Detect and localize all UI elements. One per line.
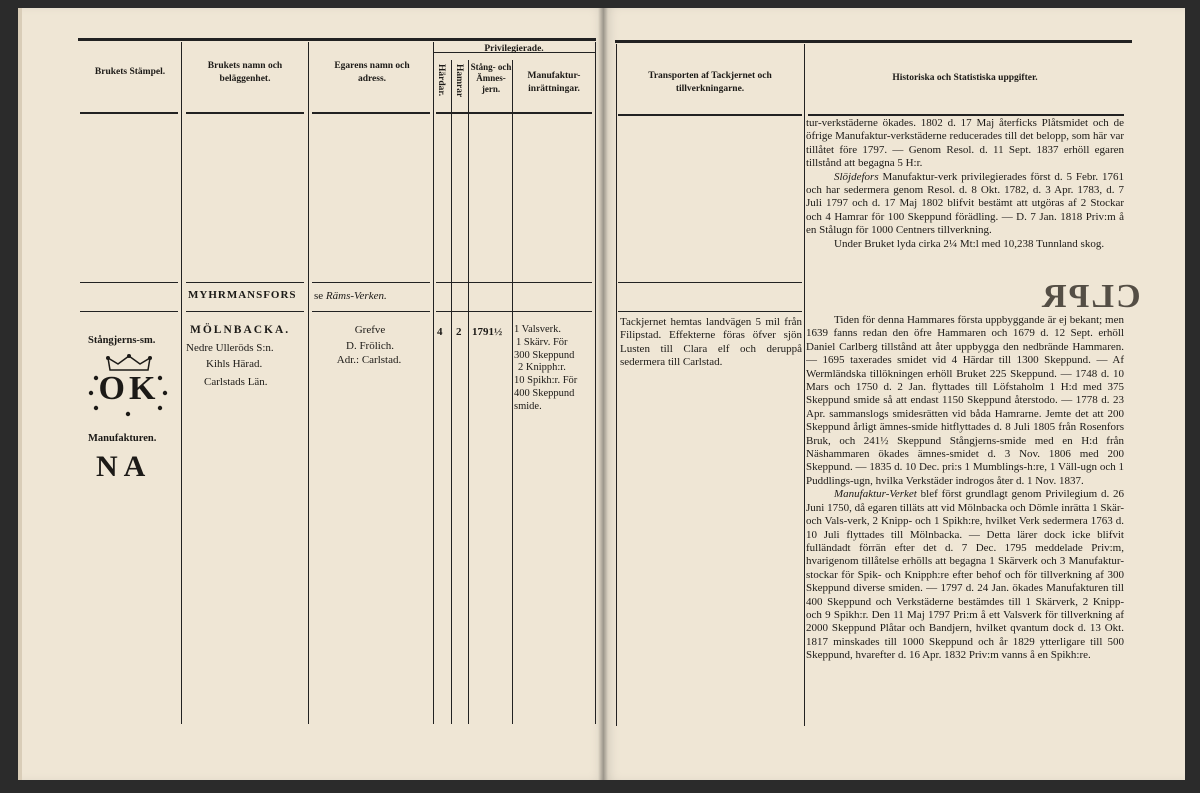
bruk-lan: Carlstads Län. bbox=[204, 376, 268, 388]
manufaktur-list bbox=[514, 324, 596, 414]
header-stangjern: Stång- och Ämnes- jern. bbox=[470, 62, 512, 94]
header-historiska: Historiska och Statistiska uppgifter. bbox=[892, 73, 1038, 83]
paragraph bbox=[806, 238, 1124, 251]
col-rule bbox=[433, 42, 434, 724]
paragraph-text: blef först grundlagt genom Privilegium d. 26 Juni 1750, då egaren tilläts att vid Mölnbacka och Dömle inrätta 1 Skär- och Vals-verk, 2 Knipp- och 1 Spikh:re, hvilket Verk sedermera 1763 d. 10 Juli flyttades till Mölnbacka. — Detta lärer dock icke blifvit fulländadt förrän efter det d. 7 Dec. 1795 meddelade Priv:m, hvarigenom tillåtelse erhölls att begagna 1 Skärverk och 3 Manufaktur-stockar för Spik- och Knipph:re efter behof och för tillverkning af 300 Skeppund diverse smiden. — 1797 d. 24 Jan. ökades Manufakturen till 400 Skeppund och Verkstäderne bestämdes till 1 Skärverk, 2 Knipp- och 9 Spikh:r. Den 11 Maj 1797 Pri:m å ett Valsverk för tillverkning af 2000 Skeppund Plåtar och Bandjern, hvilket qvantum dock d. 13 Okt. 1817 minskades till 1000 Skeppund och år 1829 ytterligare till 500 Skeppund, hvarefter d. 16 Apr. 1832 Priv:m vanns å en Spikh:re. bbox=[806, 488, 1124, 662]
row-rule bbox=[80, 282, 178, 283]
row-rule bbox=[618, 282, 802, 283]
row-rule bbox=[186, 282, 304, 283]
col-rule bbox=[804, 44, 805, 726]
paragraph bbox=[806, 171, 1124, 238]
row-rule bbox=[312, 311, 430, 312]
row-rule bbox=[186, 311, 304, 312]
section-ref-prefix: se bbox=[314, 290, 324, 302]
header-transport: Transporten af Tackjernet och tillverkningarne. bbox=[648, 71, 772, 94]
paragraph bbox=[806, 314, 1124, 488]
header-underline bbox=[808, 114, 1124, 116]
book-spine bbox=[598, 8, 608, 780]
hardar-value: 4 bbox=[437, 326, 443, 338]
col-rule bbox=[451, 60, 452, 724]
paragraph-text: tur-verkstäderne ökades. 1802 d. 17 Maj återficks Plåtsmidet och de öfrige Manufaktur-verkstäderne reducerades till det belopp, som här var tillåtet före 1797. — Genom Resol. d. 11 Sept. 1837 erhöll egaren tillstånd att begagna 5 H:r. bbox=[806, 117, 1124, 170]
header-underline bbox=[312, 112, 430, 114]
paragraph-lead: Slöjdefors bbox=[834, 170, 879, 183]
paragraph bbox=[806, 117, 1124, 171]
header-egare: Egarens namn och adress. bbox=[334, 61, 410, 84]
header-stampel: Brukets Stämpel. bbox=[94, 67, 166, 77]
list-item: 400 Skeppund bbox=[514, 387, 575, 399]
paragraph-lead: Manufaktur-Verket bbox=[834, 488, 917, 501]
stamp-mark: OK bbox=[98, 370, 160, 407]
row-rule bbox=[436, 282, 592, 283]
bruk-harad: Kihls Härad. bbox=[206, 358, 263, 370]
header-hamrar: Hamrar bbox=[454, 64, 464, 98]
paragraph-text: Tiden för denna Hammares första uppbyggande är ej bekant; men 1639 fanns redan den öfre Hammaren och 1679 d. 12 Sept. erhöll Daniel Carlberg tillstånd att åter uppbygga den nedbrände Hammaren. — 1695 taxerades smidet vid 4 Härdar till 1300 Skeppund. — Af Wermländska tillökningen erhöll Bruket 225 Skeppund. — 1748 d. 10 Mars och 1750 d. 2 Jan. flyttades till Löfstaholm 1 H:d med 375 Skeppund smide så att endast 1150 Skeppund återstodo. — 1778 d. 23 Apr. sammanslogs smidesrätten vid båda Hamrarne. Jemte det att 200 Skeppund årligt ämnes-smide hitflyttades d. 8 Juli 1805 från Rosenfors Bruk, och 241½ Skeppund Stångjerns-smide med en H:d från Näshammaren ökades ämnes-smidet d. 3 Nov. 1806 med 200 Skeppund. — 1835 d. 10 Dec. pri:s 1 Mumblings-h:re, 1 Väll-ugn och 1 Puddlings-ugn, hvilka Verkstäder indrogos åter d. 1 Nov. 1837. bbox=[806, 314, 1124, 487]
stangjern-value: 1791½ bbox=[472, 326, 503, 338]
owner-title: Grefve bbox=[354, 324, 386, 336]
col-rule bbox=[468, 60, 469, 724]
header-underline bbox=[80, 112, 178, 114]
top-rule-right bbox=[615, 40, 1132, 43]
ink-stamp-fragment: CLPR bbox=[1040, 278, 1141, 315]
bruk-location: Nedre Ulleröds S:n. bbox=[186, 342, 274, 354]
col-rule bbox=[616, 44, 617, 726]
paragraph-text: Under Bruket lyda cirka 2¼ Mt:l med 10,238 Tunnland skog. bbox=[834, 237, 1105, 250]
section-ref-target: Räms-Verken. bbox=[325, 290, 387, 302]
header-bruk-namn: Brukets namn och beläggenhet. bbox=[207, 61, 283, 84]
list-item: 1 Valsverk. bbox=[514, 324, 562, 335]
list-item: 300 Skeppund bbox=[514, 349, 575, 361]
list-item: 1 Skärv. För bbox=[516, 336, 568, 348]
bruk-name: MÖLNBACKA. bbox=[190, 324, 291, 336]
section-ref bbox=[314, 290, 387, 303]
col-rule bbox=[181, 42, 182, 724]
historical-top-section bbox=[806, 117, 1124, 251]
header-underline bbox=[186, 112, 304, 114]
paragraph-text: Manufaktur-verk privilegierades först d. 5 Febr. 1761 och har sedermera genom Resol. d. 8 Okt. 1782, d. 3 Apr. 1783, d. 7 Juli 1797 och d. 17 Maj 1802 blifvit bestämt att utgöras af 2 Stockar och 4 Hamrar för 100 Skeppund förädling. — D. 7 Jan. 1818 Priv:m å en Stålugn för 1000 Centners tillverkning. bbox=[806, 170, 1124, 237]
transport-text: Tackjernet hemtas landvägen 5 mil från Filipstad. Effekterne föras öfver sjön Lusten till Clara elf och deruppå sedermera till Carlstad. bbox=[620, 316, 802, 369]
manuf-mark: NA bbox=[96, 450, 152, 483]
row-rule bbox=[80, 311, 178, 312]
header-privilegierade: Privilegierade. bbox=[484, 44, 544, 54]
header-hardar: Härdar. bbox=[436, 64, 446, 97]
col-rule bbox=[512, 60, 513, 724]
manuf-label: Manufakturen. bbox=[88, 433, 157, 444]
row-rule bbox=[436, 311, 592, 312]
list-item: smide. bbox=[514, 400, 542, 412]
header-underline bbox=[436, 112, 592, 114]
paragraph bbox=[806, 488, 1124, 662]
owner-name: D. Frölich. bbox=[346, 340, 394, 352]
hamrar-value: 2 bbox=[456, 326, 462, 338]
stamp-label: Stångjerns-sm. bbox=[88, 335, 156, 346]
list-item: 2 Knipph:r. bbox=[518, 362, 566, 374]
historical-main-section bbox=[806, 314, 1124, 663]
header-underline bbox=[618, 114, 802, 116]
section-name: MYHRMANSFORS bbox=[188, 289, 297, 301]
col-rule bbox=[308, 42, 309, 724]
row-rule bbox=[312, 282, 430, 283]
row-rule bbox=[618, 311, 802, 312]
top-rule-left bbox=[78, 38, 596, 41]
owner-address: Adr.: Carlstad. bbox=[336, 354, 402, 366]
list-item: 10 Spikh:r. För bbox=[514, 375, 578, 387]
header-manufaktur: Manufaktur- inrättningar. bbox=[527, 71, 581, 94]
